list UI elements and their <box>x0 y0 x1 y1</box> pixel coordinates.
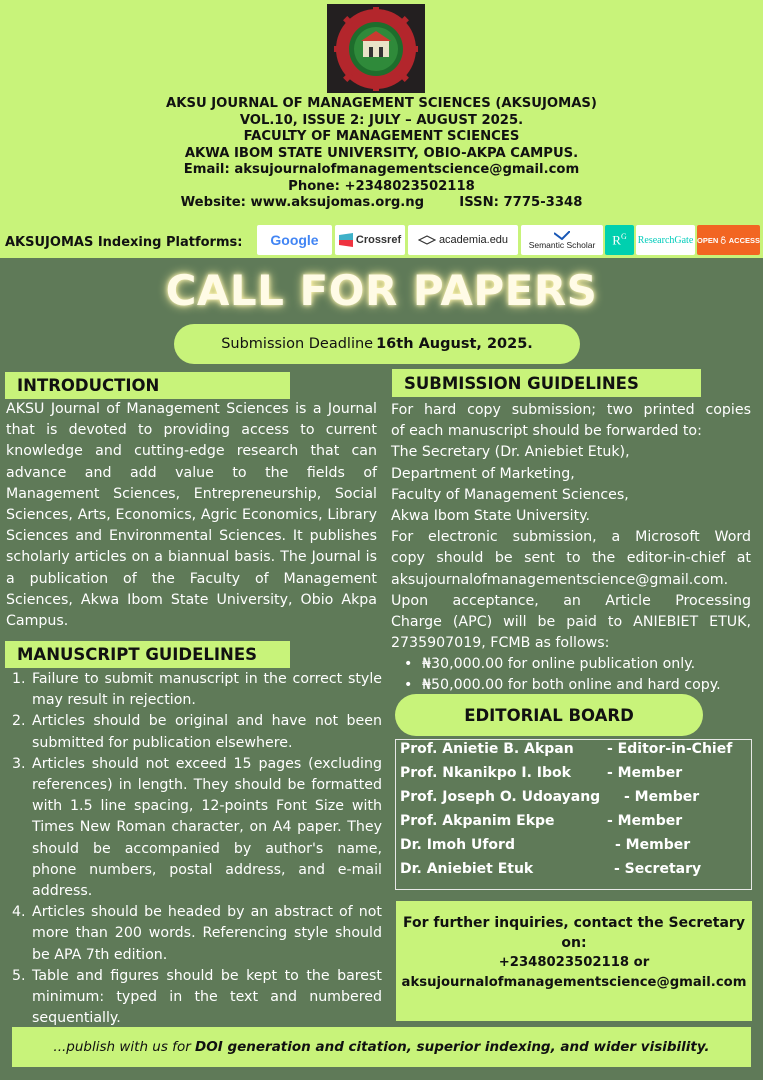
list-item: 2. Articles should be original and have not been submitted for publication elsewhere. <box>12 713 382 751</box>
list-item: 4. Articles should be headed by an abstract of not more than 200 words. Referencing style should be APA 7th edition. <box>12 904 382 963</box>
apc-fees-list <box>404 654 721 696</box>
researchgate-badge <box>636 225 695 255</box>
volume-issue: VOL.10, ISSUE 2: JULY – AUGUST 2025. <box>239 112 524 128</box>
contact-email: aksujournalofmanagementscience@gmail.com <box>401 975 747 990</box>
submission-line: The Secretary (Dr. Aniebiet Etuk), <box>391 444 630 461</box>
academia-badge <box>408 225 518 255</box>
semantic-scholar-badge <box>521 225 603 255</box>
manuscript-guidelines-list <box>12 669 382 1029</box>
indexing-label: AKSUJOMAS Indexing Platforms: <box>5 235 243 250</box>
call-for-papers-title: CALL FOR PAPERS <box>165 266 598 315</box>
board-member: Prof. Akpanim Ekpe - Member <box>400 813 683 829</box>
academia-icon <box>418 234 436 246</box>
board-member: Prof. Joseph O. Udoayang - Member <box>400 789 700 805</box>
journal-name: AKSU JOURNAL OF MANAGEMENT SCIENCES (AKSUJOMAS) <box>166 96 597 111</box>
submission-line: 2735907019, FCMB as follows: <box>391 635 610 652</box>
google-scholar-badge <box>257 225 332 255</box>
submission-line: Department of Marketing, <box>391 465 575 482</box>
submission-line: of each manuscript should be forwarded to: <box>391 423 702 440</box>
contact-box <box>396 901 752 1021</box>
google-label: Google <box>270 232 319 248</box>
website-issn <box>0 195 763 212</box>
introduction-text: AKSU Journal of Management Sciences is a Journal that is devoted to providing access to current knowledge and cutting-edge research that can advance and add value to the fields of Management Sciences, Entrepreneurship, Social Sciences, Arts, Economics, Agric Economics, Library Sciences and Environmental Sciences. It publishes scholarly articles on a biannual basis. The Journal is a publication of the Faculty of Management Sciences, Akwa Ibom State University, Obio Akpa Campus. <box>6 401 377 630</box>
submission-line: Charge (APC) will be paid to ANIEBIET ETUK, <box>391 614 751 631</box>
journal-phone: Phone: +2348023502118 <box>288 178 475 194</box>
introduction-heading: INTRODUCTION <box>5 372 290 399</box>
researchgate-logo: $R^G$ <box>605 225 634 255</box>
submission-guidelines-text <box>391 400 751 654</box>
submission-line: Upon acceptance, an Article Processing <box>391 592 751 609</box>
submission-line: Faculty of Management Sciences, <box>391 486 629 503</box>
list-item: 3. Articles should not exceed 15 pages (excluding references) in length. They should be formatted with 1.5 line spacing, 12-points Font Size with Times New Roman character, on A4 paper. They should be accompanied by author's name, phone numbers, postal address, and e-mail address. <box>12 755 382 900</box>
board-member: Prof. Anietie B. Akpan - Editor-in-Chief <box>400 741 733 757</box>
submission-deadline <box>174 324 580 364</box>
faculty-name: FACULTY OF MANAGEMENT SCIENCES <box>243 129 520 144</box>
submission-line: For electronic submission, a Microsoft Word <box>391 529 751 546</box>
board-member: Dr. Imoh Uford - Member <box>400 837 691 853</box>
board-member: Dr. Aniebiet Etuk - Secretary <box>400 861 702 877</box>
journal-header <box>0 0 763 258</box>
board-member: Prof. Nkanikpo I. Ibok - Member <box>400 765 683 781</box>
semantic-scholar-label: Semantic Scholar <box>528 239 596 250</box>
submission-line: For hard copy submission; two printed copies <box>391 402 751 418</box>
footer-tagline <box>12 1027 751 1067</box>
researchgate-label: ResearchGate <box>637 234 694 246</box>
deadline-label: Submission Deadline <box>221 336 374 352</box>
semantic-scholar-icon <box>554 231 570 240</box>
list-item: • ₦50,000.00 for both online and hard copy. <box>404 677 721 694</box>
journal-website: Website: www.aksujomas.org.ng <box>180 195 425 210</box>
contact-heading: For further inquiries, contact the Secretary on: <box>403 915 745 951</box>
crossref-badge <box>335 225 405 255</box>
open-access-lock-icon <box>720 233 726 247</box>
list-item: • ₦30,000.00 for online publication only. <box>404 656 696 672</box>
manuscript-guidelines-heading: MANUSCRIPT GUIDELINES <box>5 641 290 668</box>
editorial-board-heading: EDITORIAL BOARD <box>395 694 703 736</box>
journal-email: Email: aksujournalofmanagementscience@gmail.com <box>183 162 580 177</box>
list-item: 5. Table and figures should be kept to the barest minimum: typed in the text and numbered sequentially. <box>12 967 382 1027</box>
deadline-date: 16th August, 2025. <box>376 336 533 352</box>
submission-line: Akwa Ibom State University. <box>391 508 591 525</box>
list-item: 1. Failure to submit manuscript in the correct style may result in rejection. <box>12 671 382 709</box>
editorial-board-list <box>395 739 752 890</box>
logo-emblem-icon <box>331 7 421 91</box>
journal-details <box>0 96 763 212</box>
university-logo <box>327 4 425 93</box>
footer-prefix: ...publish with us for <box>53 1039 196 1055</box>
submission-line: copy should be sent to the editor-in-chief at <box>391 550 751 567</box>
contact-phone: +2348023502118 or <box>498 955 650 970</box>
journal-issn: ISSN: 7775-3348 <box>459 195 583 210</box>
university-name: AKWA IBOM STATE UNIVERSITY, OBIO-AKPA CAMPUS. <box>184 145 579 161</box>
footer-emphasis: DOI generation and citation, superior indexing, and wider visibility. <box>195 1039 710 1055</box>
crossref-label: Crossref <box>355 234 402 246</box>
academia-label: academia.edu <box>438 234 509 246</box>
crossref-icon <box>339 233 353 247</box>
submission-guidelines-heading: SUBMISSION GUIDELINES <box>392 369 701 397</box>
open-access-badge: OPEN ACCESS <box>697 225 760 255</box>
submission-line: aksujournalofmanagementscience@gmail.com. <box>391 571 729 588</box>
